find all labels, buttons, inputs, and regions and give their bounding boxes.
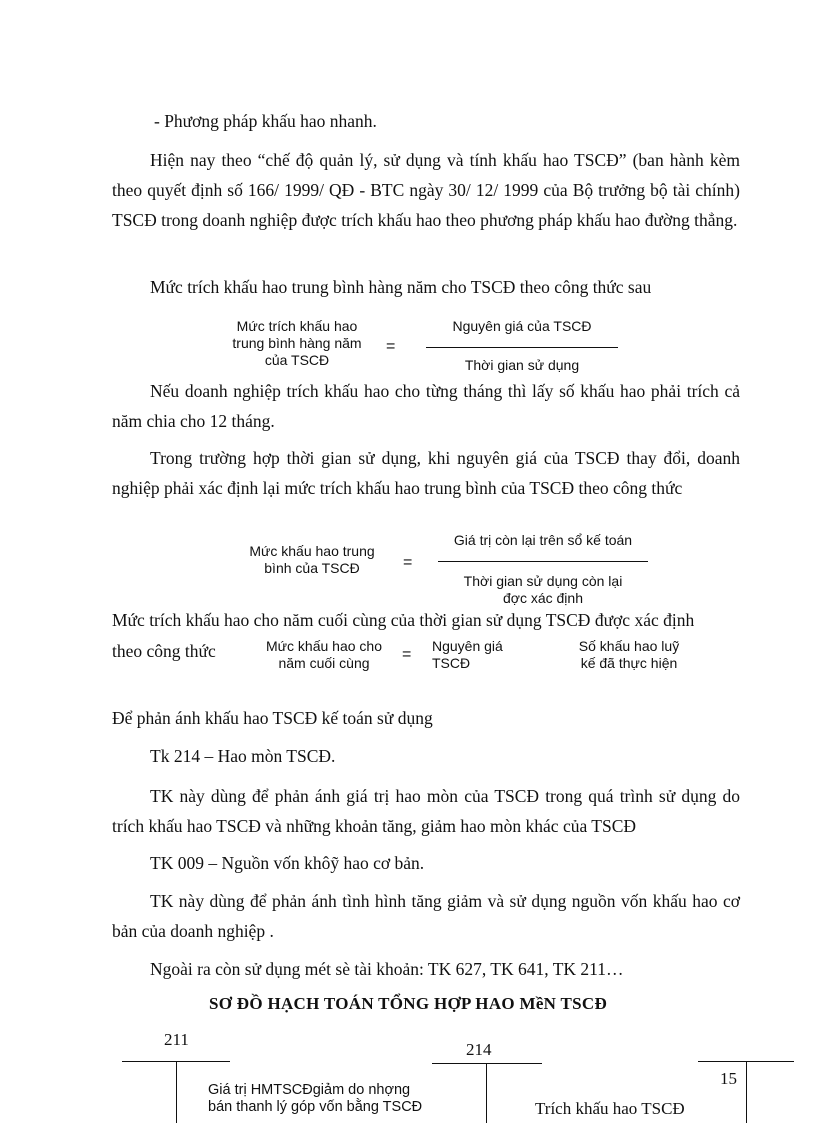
formula2-equals: = [403, 554, 413, 571]
account-214-divider [486, 1063, 487, 1123]
entry-right: Trích khấu hao TSCĐ [535, 1099, 685, 1118]
paragraph-final-year-lead: theo công thức [112, 641, 216, 661]
formula1-fraction-bar [426, 347, 618, 348]
formula1-equals: = [386, 338, 396, 355]
formula3-term1: Nguyên giá TSCĐ [432, 638, 503, 671]
paragraph-final-year: Mức trích khấu hao cho năm cuối cùng của thời gian sử dụng TSCĐ được xác định [112, 610, 695, 630]
paragraph-annual-rate-intro: Mức trích khấu hao trung bình hàng năm cho TSCĐ theo công thức sau [150, 277, 652, 297]
account-211-divider [176, 1061, 177, 1123]
account-right-divider [746, 1061, 747, 1123]
formula1-lhs: Mức trích khấu hao trung bình hàng năm của TSCĐ [232, 318, 362, 368]
paragraph-tk009: TK 009 – Nguồn vốn khôỹ hao cơ bản. [150, 853, 425, 873]
entry-left: Giá trị HMTSCĐgiảm do nhợng bán thanh lý góp vốn bằng TSCĐ [208, 1082, 423, 1115]
formula3-lhs: Mức khấu hao cho năm cuối cùng [266, 638, 382, 671]
formula1-numerator: Nguyên giá của TSCĐ [452, 318, 592, 334]
paragraph-change-case: Trong trường hợp thời gian sử dụng, khi nguyên giá của TSCĐ thay đổi, doanh nghiệp phải xác định lại mức trích khấu hao trung bình của TSCĐ theo công thức [112, 448, 740, 498]
account-214-label: 214 [466, 1040, 492, 1059]
formula1-denominator: Thời gian sử dụng [464, 357, 580, 373]
formula2-fraction-bar [438, 561, 648, 562]
account-211-label: 211 [164, 1030, 189, 1049]
paragraph-tk009-desc: TK này dùng để phản ánh tình hình tăng giảm và sử dụng nguồn vốn khấu hao cơ bản của doanh nghiệp . [112, 891, 740, 941]
formula2-denominator: Thời gian sử dụng còn lại đợc xác định [463, 573, 623, 606]
page-number: 15 [720, 1069, 737, 1088]
paragraph-current-regime: Hiện nay theo “chế độ quản lý, sử dụng và tính khấu hao TSCĐ” (ban hành kèm theo quyết định số 166/ 1999/ QĐ - BTC ngày 30/ 12/ 1999 của Bộ trưởng bộ tài chính) TSCĐ trong doanh nghiệp được trích khấu hao theo phương pháp khấu hao đường thẳng. [112, 150, 740, 230]
paragraph-method-fast: - Phương pháp khấu hao nhanh. [154, 111, 377, 131]
paragraph-other-accounts: Ngoài ra còn sử dụng mét sè tài khoản: TK 627, TK 641, TK 211… [150, 959, 624, 979]
formula2-numerator: Giá trị còn lại trên sổ kế toán [453, 532, 633, 548]
formula3-term2: Số khấu hao luỹ kế đã thực hiện [578, 638, 680, 671]
paragraph-tk214-desc: TK này dùng để phản ánh giá trị hao mòn của TSCĐ trong quá trình sử dụng do trích khấu hao TSCĐ và những khoản tăng, giảm hao mòn khác của TSCĐ [112, 786, 740, 836]
paragraph-tk214: Tk 214 – Hao mòn TSCĐ. [150, 746, 336, 766]
diagram-title: SƠ ĐỒ HẠCH TOÁN TỔNG HỢP HAO MềN TSCĐ [208, 994, 608, 1013]
account-214-rule [432, 1063, 542, 1064]
formula3-equals: = [402, 646, 412, 663]
paragraph-reflect-intro: Để phản ánh khấu hao TSCĐ kế toán sử dụng [112, 708, 433, 728]
formula2-lhs: Mức khấu hao trung bình của TSCĐ [249, 543, 375, 576]
paragraph-monthly-note: Nếu doanh nghiệp trích khấu hao cho từng tháng thì lấy số khấu hao phải trích cả năm chia cho 12 tháng. [112, 381, 740, 431]
